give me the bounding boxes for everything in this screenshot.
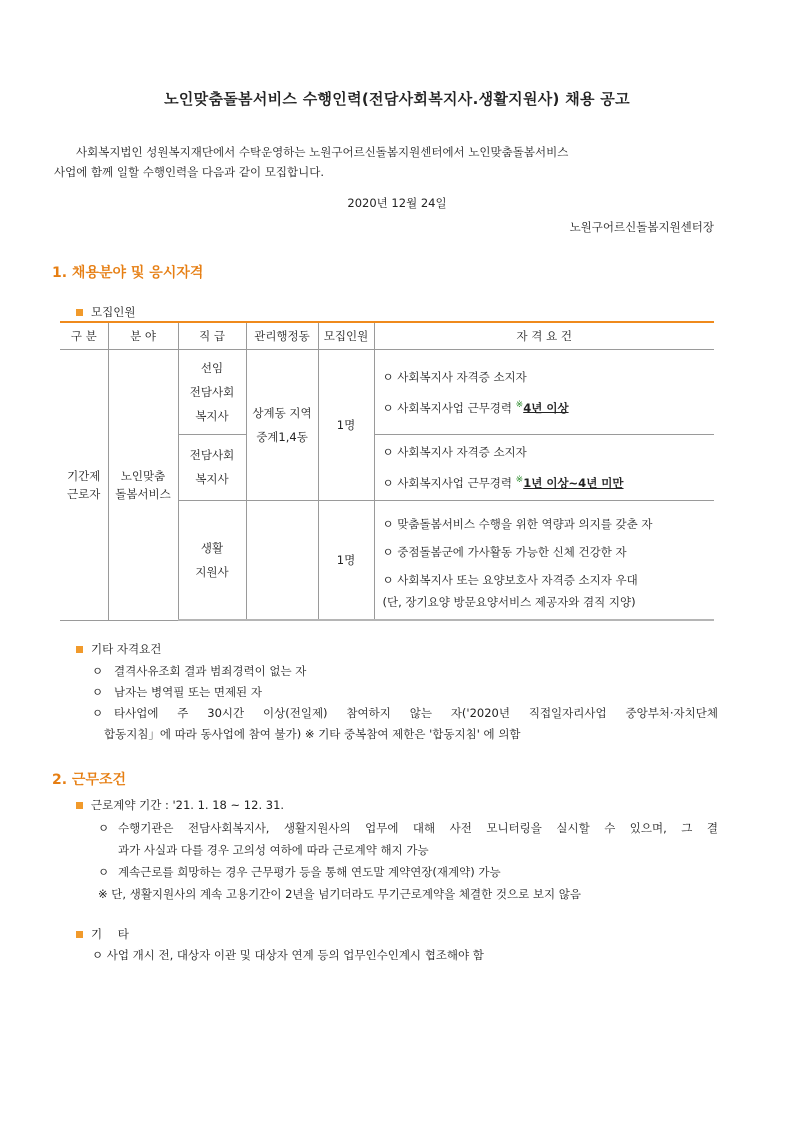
other-label <box>76 926 129 942</box>
count-cell: 1명 <box>318 350 374 501</box>
organization-name: 노원구어르신돌봄지원센터장 <box>569 220 714 234</box>
category-cell: 기간제 근로자 <box>60 350 108 621</box>
list-item: ㅇ 타사업에 주 30시간 이상(전일제) 참여하지 않는 자('2020년 직접일자리사업 중앙부처·자치단체 <box>92 703 718 724</box>
header-requirements: 자 격 요 건 <box>374 322 714 350</box>
list-marker: ㅇ <box>92 685 104 699</box>
note-line: ※ 단, 생활지원사의 계속 고용기간이 2년을 넘기더라도 무기근로계약을 체결한 것으로 보지 않음 <box>98 887 581 901</box>
contract-period-text: 근로계약 기간 : '21. 1. 18 ~ 12. 31. <box>91 798 285 812</box>
requirement-line: (단, 장기요양 방문요양서비스 제공자와 겸직 지양) <box>382 595 636 610</box>
square-bullet-icon <box>76 309 83 316</box>
district-cell: 상계동 지역 중계1,4동 <box>246 350 318 501</box>
requirements-cell <box>374 435 714 501</box>
rank-cell: 생활 지원사 <box>178 500 246 620</box>
recruitment-table <box>60 321 714 621</box>
table-row <box>60 350 714 435</box>
other-requirements-list <box>92 661 718 745</box>
list-item-continuation: 합동지침」에 따라 동사업에 참여 불가) ※ 기타 중복참여 제한은 '합동지침' 에 의함 <box>104 727 521 741</box>
requirements-cell <box>374 350 714 435</box>
list-item: ㅇ 결격사유조회 결과 범죄경력이 없는 자 <box>92 661 718 682</box>
header-category: 구 분 <box>60 322 108 350</box>
section-2-heading: 2. 근무조건 <box>52 772 127 788</box>
section-1-heading: 1. 채용분야 및 응시자격 <box>52 265 204 281</box>
other-requirements-text: 기타 자격요건 <box>91 642 162 656</box>
requirement-line: ㅇ 사회복지사 또는 요양보호사 자격증 소지자 우대 <box>382 573 638 588</box>
list-marker: ㅇ <box>92 664 104 678</box>
list-item: ㅇ 수행기관은 전담사회복지사, 생활지원사의 업무에 대해 사전 모니터링을 실시할 수 있으며, 그 결 <box>98 817 718 839</box>
list-marker: ㅇ <box>98 865 110 879</box>
field-cell: 노인맞춤 돌봄서비스 <box>108 350 178 621</box>
district-cell-empty <box>246 500 318 620</box>
square-bullet-icon <box>76 931 83 938</box>
intro-paragraph <box>54 142 734 182</box>
requirement-line: ㅇ 사회복지사업 근무경력 ※1년 이상~4년 미만 <box>382 475 624 490</box>
requirement-line: ㅇ 사회복지사업 근무경력 ※4년 이상 <box>382 399 569 415</box>
list-marker: ㅇ <box>98 821 110 835</box>
header-district: 관리행정동 <box>246 322 318 350</box>
list-item: ㅇ 계속근로를 희망하는 경우 근무평가 등을 통해 연도말 계약연장(재계약) 가능 <box>98 861 718 883</box>
count-cell: 1명 <box>318 500 374 620</box>
other-requirements-label <box>76 641 161 657</box>
header-count: 모집인원 <box>318 322 374 350</box>
requirements-cell <box>374 500 714 620</box>
recruit-label-text: 모집인원 <box>91 305 136 319</box>
rank-cell: 전담사회 복지사 <box>178 435 246 501</box>
recruit-label <box>76 304 135 320</box>
table-header-row <box>60 322 714 350</box>
square-bullet-icon <box>76 802 83 809</box>
other-label-text: 기 타 <box>91 927 129 941</box>
note-mark: ※ <box>515 399 524 410</box>
requirement-line: ㅇ 사회복지사 자격증 소지자 <box>382 369 527 384</box>
note-mark: ※ <box>515 475 524 485</box>
page-title: 노인맞춤돌봄서비스 수행인력(전담사회복지사.생활지원사) 채용 공고 <box>164 90 630 108</box>
header-rank: 직 급 <box>178 322 246 350</box>
experience-value: 1년 이상~4년 미만 <box>523 475 624 490</box>
square-bullet-icon <box>76 646 83 653</box>
announcement-date: 2020년 12월 24일 <box>347 196 447 210</box>
experience-value: 4년 이상 <box>523 400 569 415</box>
other-item: ㅇ 사업 개시 전, 대상자 이관 및 대상자 연계 등의 업무인수인계시 협조해야 함 <box>92 948 484 962</box>
requirement-line: ㅇ 사회복지사 자격증 소지자 <box>382 445 527 459</box>
rank-cell: 선임 전담사회 복지사 <box>178 350 246 435</box>
requirement-line: ㅇ 맞춤돌봄서비스 수행을 위한 역량과 의지를 갖춘 자 <box>382 517 653 532</box>
intro-line-1: 사회복지법인 성원복지재단에서 수탁운영하는 노원구어르신돌봄지원센터에서 노인맞춤돌봄서비스 <box>76 145 569 159</box>
list-item-continuation: 과가 사실과 다를 경우 고의성 여하에 따라 근로계약 해지 가능 <box>118 843 429 857</box>
list-marker: ㅇ <box>92 706 104 720</box>
list-item: ㅇ 남자는 병역필 또는 면제된 자 <box>92 682 718 703</box>
work-conditions-list <box>98 817 718 905</box>
intro-line-2: 사업에 함께 일할 수행인력을 다음과 같이 모집합니다. <box>54 165 324 179</box>
requirement-line: ㅇ 중점돌봄군에 가사활동 가능한 신체 건강한 자 <box>382 545 627 560</box>
contract-period <box>76 797 284 813</box>
header-field: 분 야 <box>108 322 178 350</box>
